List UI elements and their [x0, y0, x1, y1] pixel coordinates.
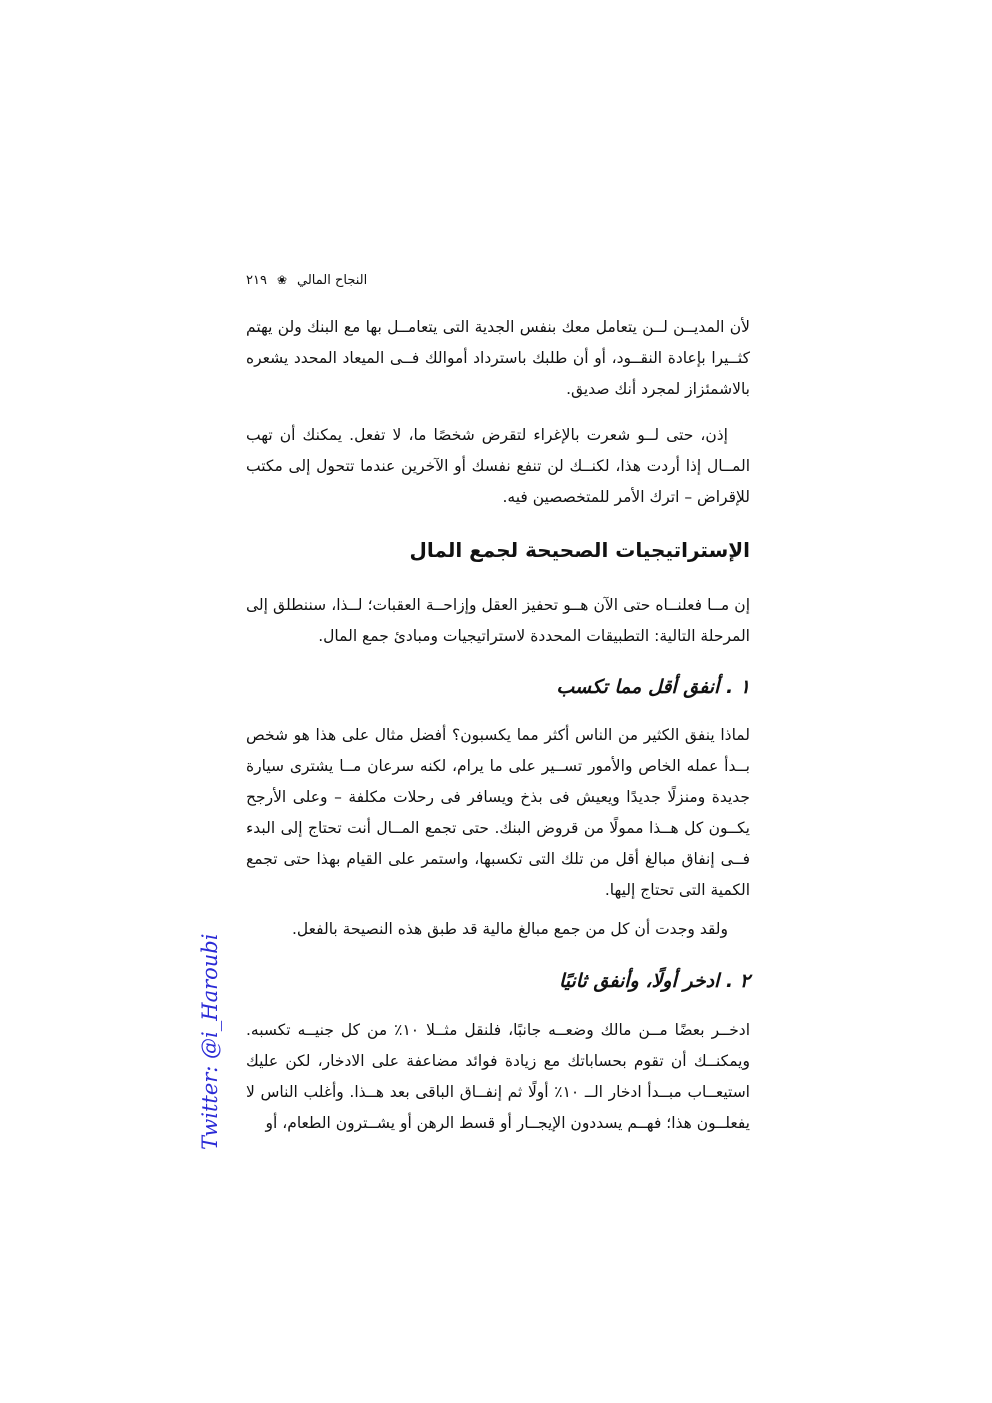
section-heading: الإستراتيجيات الصحيحة لجمع المال: [409, 538, 750, 562]
paragraph-text: ولقد وجدت أن كل من جمع مبالغ مالية قد طبق هذه النصيحة بالفعل.: [291, 920, 728, 938]
paragraph-5: [246, 914, 750, 945]
subheading-2: ٢ . ادخر أولًا، وأنفق ثانيًا: [559, 970, 750, 992]
paragraph-text: إذن، حتى لــو شعرت بالإغراء لتقرض شخصًا ما، لا تفعل. يمكنك أن تهب المــال إذا أردت هذا، لكنــك لن تنفع نفسك أو الآخرين عندما تتحول إلى مكتب للإقراض – اترك الأمر للمتخصصين فيه.: [246, 426, 750, 506]
paragraph-text: لأن المديــن لــن يتعامل معك بنفس الجدية التى يتعامــل بها مع البنك ولن يهتم كثــيرا بإعادة النقــود، أو أن طلبك باسترداد أموالك فــى الميعاد المحدد يشعره بالاشمئزاز لمجرد أنك صديق.: [246, 318, 750, 398]
book-title: النجاح المالي: [297, 272, 368, 288]
running-header: [246, 268, 426, 292]
paragraph-text: إن مــا فعلنــاه حتى الآن هــو تحفيز العقل وإزاحــة العقبات؛ لــذا، سننطلق إلى المرحلة التالية: التطبيقات المحددة لاستراتيجيات ومبادئ جمع المال.: [246, 596, 750, 645]
paragraph-3: [246, 590, 750, 652]
paragraph-text: لماذا ينفق الكثير من الناس أكثر مما يكسبون؟ أفضل مثال على هذا هو شخص بــدأ عمله الخاص والأمور تســير على ما يرام، لكنه سرعان مــا يشترى سيارة جديدة ومنزلًا جديدًا ويعيش فى بذخ ويسافر فى رحلات مكلفة – وعلى الأرجح يكــون كل هــذا ممولًا من قروض البنك. حتى تجمع المــال أنت تحتاج إلى البدء فــى إنفاق مبالغ أقل من تلك التى تكسبها، واستمر على القيام بهذا حتى تجمع الكمية التى تحتاج إليها.: [246, 726, 750, 899]
fleuron-icon: ❀: [276, 273, 288, 287]
paragraph-text: ادخــر بعضًا مــن مالك وضعــه جانبًا، فلنقل مثــلا ١٠٪ من كل جنيــه تكسبه. ويمكنــك أن تقوم بحساباتك مع زيادة فوائد مضاعفة على الادخار، لكن عليك استيعــاب مبــدأ ادخار الــ ١٠٪ أولًا ثم إنفــاق الباقى بعد هــذا. وأغلب الناس لا يفعلــون هذا؛ فهــم يسددون الإيجــار أو قسط الرهن أو يشــترون الطعام، أو: [246, 1021, 750, 1132]
twitter-watermark: Twitter: @i_Haroubi: [198, 933, 222, 1150]
page-number: ٢١٩: [246, 272, 267, 288]
subheading-1: ١ . أنفق أقل مما تكسب: [556, 676, 750, 698]
paragraph-2: [246, 420, 750, 513]
paragraph-1: [246, 312, 750, 405]
paragraph-4: [246, 720, 750, 906]
paragraph-6: [246, 1015, 750, 1139]
